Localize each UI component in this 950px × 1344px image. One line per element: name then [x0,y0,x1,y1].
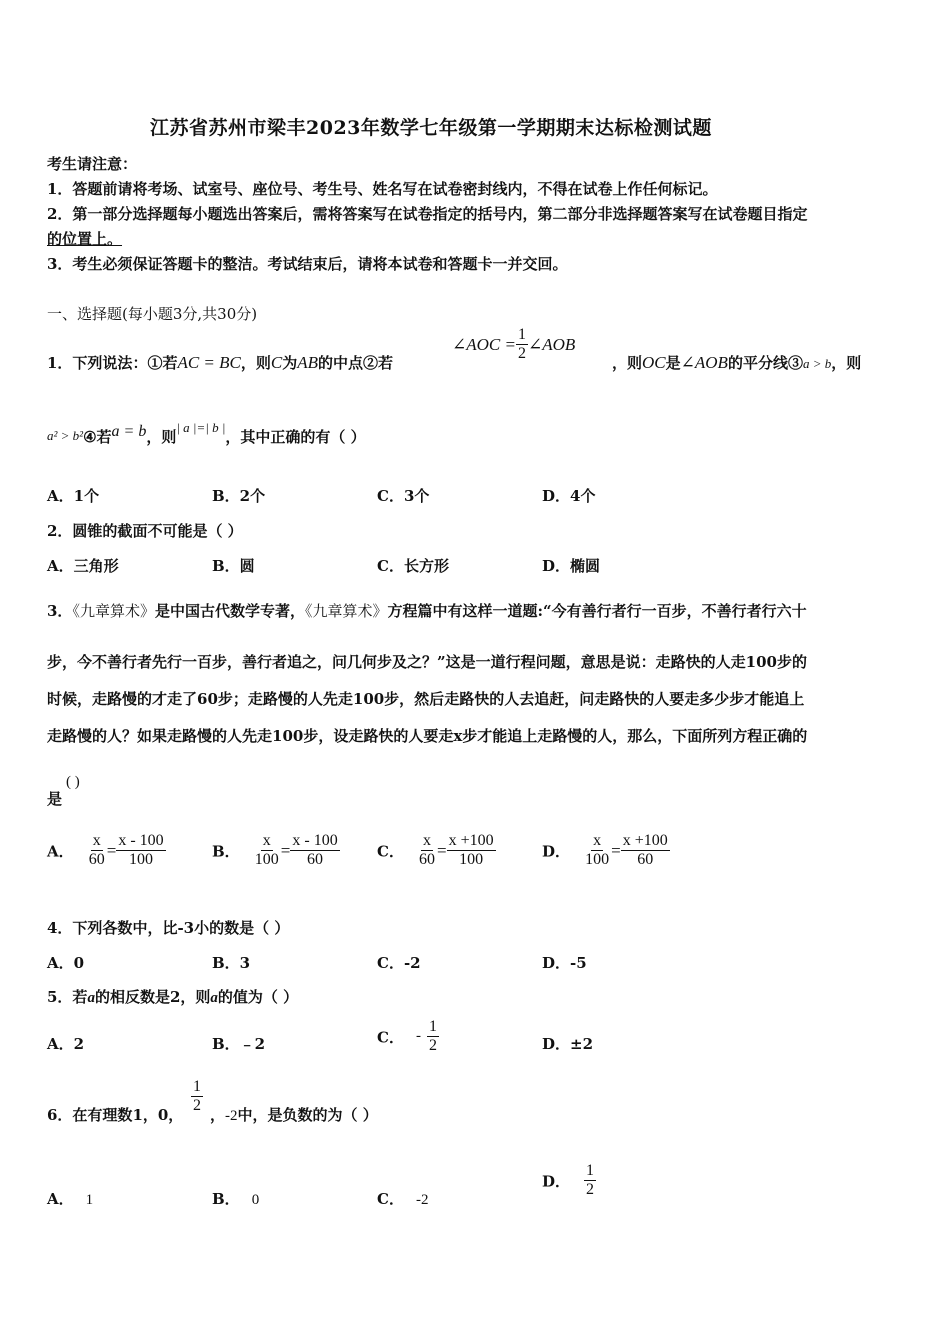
q3-option-a[interactable]: A． $\frac{x}{60}$ = $\frac{x - 100}{100}$ [47,832,164,869]
q4-option-c[interactable]: C．-2 [377,954,421,972]
q3-stem-line5: 是 [47,790,63,808]
q4-option-d[interactable]: D．-5 [542,954,587,972]
q4-stem: 4．下列各数中，比-3小的数是（ ） [47,919,290,937]
notice-item-2: 2．第一部分选择题每小题选出答案后，需将答案写在试卷指定的括号内，第二部分非选择题答案写在试卷题目指定 [47,205,808,223]
notice-item-3: 3．考生必须保证答题卡的整洁。考试结束后，请将本试卷和答题卡一并交回。 [47,255,568,273]
q2-option-b[interactable]: B．圆 [212,557,255,575]
notice-heading: 考生请注意： [47,155,138,173]
q1-option-a[interactable]: A．1个 [47,487,100,505]
q1-option-c[interactable]: C．3个 [377,487,430,505]
q1-angle-expression: ∠AOC = $\frac{1}{2}$ ∠AOB [452,326,576,363]
q5-option-d[interactable]: D．±2 [542,1035,594,1053]
q3-option-d[interactable]: D． $\frac{x}{100}$ = $\frac{x +100}{60}$ [542,832,668,869]
q3-stem-line4: 走路慢的人？如果走路慢的人先走100步，设走路快的人要走x步才能追上走路慢的人，那么，下面所列方程正确的 [47,727,808,745]
q1-stem-line2: a² > b²④若a = b，则| a |=| b |，其中正确的有（ ） [47,420,366,446]
q6-option-c[interactable]: C． -2 [377,1190,429,1208]
q1-stem-line1-end: ，则OC是∠AOB的平分线③a > b，则 [612,353,862,372]
q2-option-d[interactable]: D．椭圆 [542,557,601,575]
q3-stem-line2: 步，今不善行者先行一百步，善行者追之，问几何步及之？”这是一道行程问题，意思是说：走路快的人走100步的 [47,653,807,671]
section-heading: 一、选择题(每小题3分,共30分) [47,305,258,323]
q3-answer-paren: ( ) [66,774,80,790]
q2-stem: 2．圆锥的截面不可能是（ ） [47,522,243,540]
q4-option-a[interactable]: A．0 [47,954,85,972]
notice-item-2-cont: 的位置上。 [47,230,123,248]
q1-option-d[interactable]: D．4个 [542,487,596,505]
q6-option-b[interactable]: B． 0 [212,1190,260,1208]
q3-stem-line3: 时候，走路慢的才走了60步；走路慢的人先走100步，然后走路快的人去追赶，问走路快的人要走多少步才能追上 [47,690,805,708]
notice-item-1: 1．答题前请将考场、试室号、座位号、考生号、姓名写在试卷密封线内，不得在试卷上作任何标记。 [47,180,718,198]
q2-option-c[interactable]: C．长方形 [377,557,449,575]
q6-option-d[interactable]: D． $\frac{1}{2}$ [542,1162,595,1199]
q3-stem-line1: 3．《九章算术》是中国古代数学专著，《九章算术》方程篇中有这样一道题:“今有善行者行一百步，不善行者行六十 [47,602,807,620]
page-title: 江苏省苏州市梁丰2023年数学七年级第一学期期末达标检测试题 [150,117,712,139]
q6-fraction-half: $\frac{1}{2}$ [193,1078,201,1115]
q2-option-a[interactable]: A．三角形 [47,557,119,575]
q6-stem-start: 6．在有理数1，0， [47,1106,184,1124]
q5-option-b[interactable]: B．﹣2 [212,1035,266,1053]
q5-option-a[interactable]: A．2 [47,1035,85,1053]
q6-stem-end: ，-2中，是负数的为（ ） [210,1106,378,1124]
q3-option-b[interactable]: B． $\frac{x}{100}$ = $\frac{x - 100}{60}$ [212,832,338,869]
q5-option-c[interactable]: C． - $\frac{1}{2}$ [377,1018,437,1055]
q6-option-a[interactable]: A． 1 [47,1190,94,1208]
q3-option-c[interactable]: C． $\frac{x}{60}$ = $\frac{x +100}{100}$ [377,832,494,869]
q5-stem: 5．若a的相反数是2，则a的值为（ ） [47,988,299,1006]
q4-option-b[interactable]: B．3 [212,954,251,972]
q1-option-b[interactable]: B．2个 [212,487,266,505]
q1-stem-line1: 1．下列说法：①若AC = BC，则C为AB的中点②若 [47,353,394,372]
